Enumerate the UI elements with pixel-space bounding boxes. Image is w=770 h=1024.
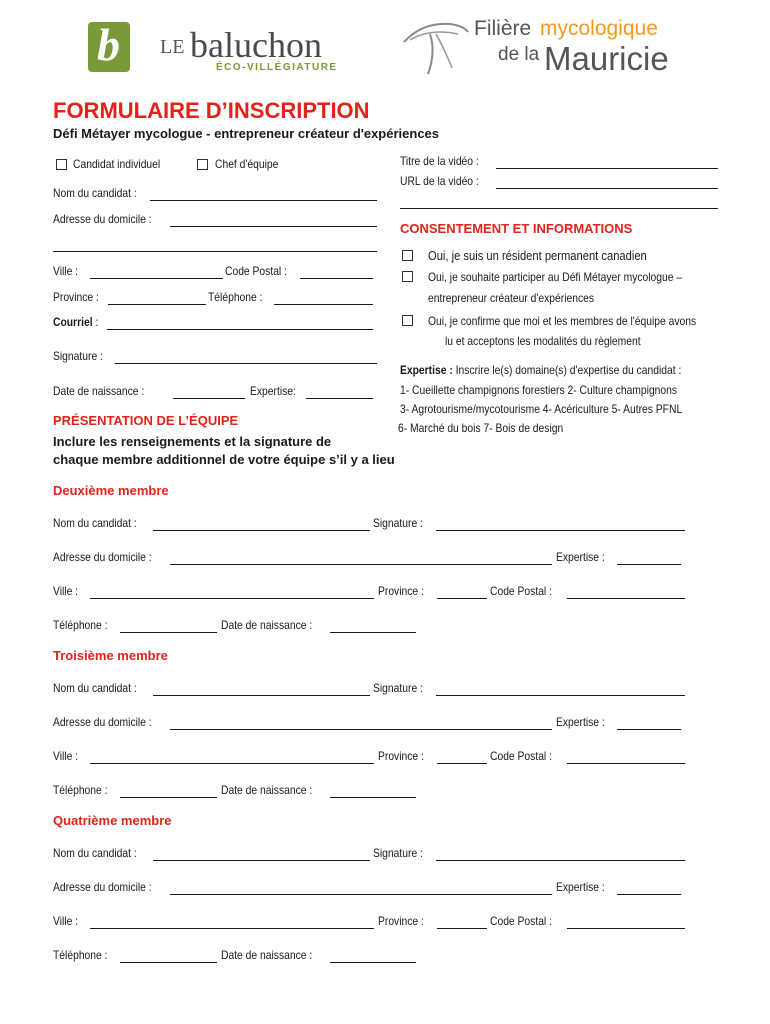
filiere-logo [400, 18, 700, 82]
member-ville-field[interactable] [90, 763, 374, 764]
province-label: Province : [53, 290, 99, 304]
member-telephone-label: Téléphone : [53, 783, 108, 797]
mushroom-icon [400, 18, 470, 78]
courriel-label: Courriel : [53, 315, 99, 329]
member-telephone-label: Téléphone : [53, 618, 108, 632]
member-code-postal-label: Code Postal : [490, 749, 552, 763]
consent-resident-checkbox[interactable] [402, 250, 413, 261]
consent-participate-label-2: entrepreneur créateur d'expériences [428, 291, 595, 305]
member-signature-field[interactable] [436, 530, 685, 531]
member-province-field[interactable] [437, 598, 487, 599]
telephone-field[interactable] [274, 304, 373, 305]
date-naissance-field[interactable] [173, 398, 245, 399]
adresse-domicile-field[interactable] [170, 226, 377, 227]
consent-participate-checkbox[interactable] [402, 271, 413, 282]
expertise-domains-line-3: 6- Marché du bois 7- Bois de design [398, 421, 564, 435]
member-adresse-field[interactable] [170, 564, 552, 565]
member-province-label: Province : [378, 749, 424, 763]
member-date-naissance-label: Date de naissance : [221, 948, 313, 962]
expertise-field[interactable] [306, 398, 373, 399]
member-telephone-field[interactable] [120, 962, 217, 963]
adresse-domicile-field-2[interactable] [53, 251, 377, 252]
ville-label: Ville : [53, 264, 79, 278]
expertise-intro-text: Inscrire le(s) domaine(s) d'expertise du candidat : [455, 363, 682, 377]
member-nom-field[interactable] [153, 695, 370, 696]
titre-video-label: Titre de la vidéo : [400, 154, 479, 168]
filiere-word3: de la [498, 44, 540, 65]
team-heading: PRÉSENTATION DE L’ÉQUIPE [53, 413, 239, 428]
code-postal-field[interactable] [300, 278, 373, 279]
member-expertise-label: Expertise : [556, 715, 605, 729]
telephone-label: Téléphone : [208, 290, 263, 304]
date-naissance-label: Date de naissance : [53, 384, 145, 398]
consent-rules-label-2: lu et acceptons les modalités du règlement [445, 334, 641, 348]
expertise-label: Expertise: [250, 384, 296, 398]
baluchon-name: baluchon [190, 25, 322, 65]
member-expertise-label: Expertise : [556, 880, 605, 894]
filiere-word4: Mauricie [544, 40, 669, 77]
member-code-postal-field[interactable] [567, 763, 685, 764]
baluchon-tagline: ÉCO-VILLÉGIATURE [216, 62, 338, 73]
member-expertise-field[interactable] [617, 894, 681, 895]
form-title: FORMULAIRE D’INSCRIPTION [53, 98, 370, 123]
nom-candidat-label: Nom du candidat : [53, 186, 137, 200]
consent-rules-checkbox[interactable] [402, 315, 413, 326]
consent-heading: CONSENTEMENT ET INFORMATIONS [400, 221, 633, 236]
member-code-postal-label: Code Postal : [490, 584, 552, 598]
member-adresse-label: Adresse du domicile : [53, 880, 152, 894]
member-nom-field[interactable] [153, 530, 370, 531]
member-code-postal-field[interactable] [567, 928, 685, 929]
member-expertise-label: Expertise : [556, 550, 605, 564]
member-province-field[interactable] [437, 928, 487, 929]
member-code-postal-label: Code Postal : [490, 914, 552, 928]
ville-field[interactable] [90, 278, 223, 279]
member-adresse-field[interactable] [170, 894, 552, 895]
member-adresse-field[interactable] [170, 729, 552, 730]
member-signature-label: Signature : [373, 846, 423, 860]
form-subtitle: Défi Métayer mycologue - entrepreneur créateur d'expériences [53, 126, 440, 141]
expertise-intro-label: Expertise : [400, 363, 453, 377]
member-expertise-field[interactable] [617, 564, 681, 565]
url-video-field[interactable] [496, 188, 718, 189]
member-adresse-label: Adresse du domicile : [53, 550, 152, 564]
chef-equipe-label: Chef d'équipe [215, 157, 279, 171]
member-ville-field[interactable] [90, 598, 374, 599]
baluchon-prefix: LE [160, 36, 185, 58]
member-province-label: Province : [378, 914, 424, 928]
member-heading: Troisième membre [53, 648, 168, 663]
member-signature-label: Signature : [373, 681, 423, 695]
candidat-individuel-checkbox[interactable] [56, 159, 67, 170]
titre-video-field[interactable] [496, 168, 718, 169]
member-adresse-label: Adresse du domicile : [53, 715, 152, 729]
member-signature-field[interactable] [436, 860, 685, 861]
member-ville-field[interactable] [90, 928, 374, 929]
member-date-naissance-field[interactable] [330, 632, 416, 633]
member-ville-label: Ville : [53, 749, 79, 763]
member-telephone-field[interactable] [120, 797, 217, 798]
courriel-field[interactable] [107, 329, 373, 330]
url-video-field-2[interactable] [400, 208, 718, 209]
member-province-label: Province : [378, 584, 424, 598]
baluchon-logo [88, 19, 358, 74]
signature-field[interactable] [115, 363, 377, 364]
baluchon-mark [88, 19, 130, 72]
member-signature-field[interactable] [436, 695, 685, 696]
expertise-domains-line-2: 3- Agrotourisme/mycotourisme 4- Acériculture 5- Autres PFNL [400, 402, 683, 416]
member-date-naissance-field[interactable] [330, 797, 416, 798]
member-expertise-field[interactable] [617, 729, 681, 730]
member-ville-label: Ville : [53, 584, 79, 598]
consent-rules-label-1: Oui, je confirme que moi et les membres de l'équipe avons [428, 314, 697, 328]
member-date-naissance-label: Date de naissance : [221, 783, 313, 797]
expertise-intro [400, 363, 727, 377]
member-ville-label: Ville : [53, 914, 79, 928]
member-nom-label: Nom du candidat : [53, 846, 137, 860]
consent-participate-label-1: Oui, je souhaite participer au Défi Métayer mycologue – [428, 270, 683, 284]
province-field[interactable] [108, 304, 206, 305]
adresse-domicile-label: Adresse du domicile : [53, 212, 152, 226]
member-heading: Quatrième membre [53, 813, 172, 828]
baluchon-mark-letter: b [97, 19, 120, 70]
filiere-word1: Filière [474, 17, 532, 40]
chef-equipe-checkbox[interactable] [197, 159, 208, 170]
member-nom-label: Nom du candidat : [53, 681, 137, 695]
member-nom-field[interactable] [153, 860, 370, 861]
member-date-naissance-label: Date de naissance : [221, 618, 313, 632]
nom-candidat-field[interactable] [150, 200, 377, 201]
expertise-domains-line-1: 1- Cueillette champignons forestiers 2- Culture champignons [400, 383, 678, 397]
member-code-postal-field[interactable] [567, 598, 685, 599]
signature-label: Signature : [53, 349, 103, 363]
team-instructions-2: chaque membre additionnel de votre équipe s’il y a lieu [53, 452, 395, 467]
member-signature-label: Signature : [373, 516, 423, 530]
member-province-field[interactable] [437, 763, 487, 764]
candidat-individuel-label: Candidat individuel [73, 157, 161, 171]
filiere-word2: mycologique [540, 17, 658, 40]
member-telephone-label: Téléphone : [53, 948, 108, 962]
member-telephone-field[interactable] [120, 632, 217, 633]
consent-resident-label: Oui, je suis un résident permanent canadien [428, 248, 647, 263]
member-heading: Deuxième membre [53, 483, 169, 498]
url-video-label: URL de la vidéo : [400, 174, 479, 188]
member-date-naissance-field[interactable] [330, 962, 416, 963]
member-nom-label: Nom du candidat : [53, 516, 137, 530]
code-postal-label: Code Postal : [225, 264, 287, 278]
team-instructions-1: Inclure les renseignements et la signature de [53, 434, 332, 449]
